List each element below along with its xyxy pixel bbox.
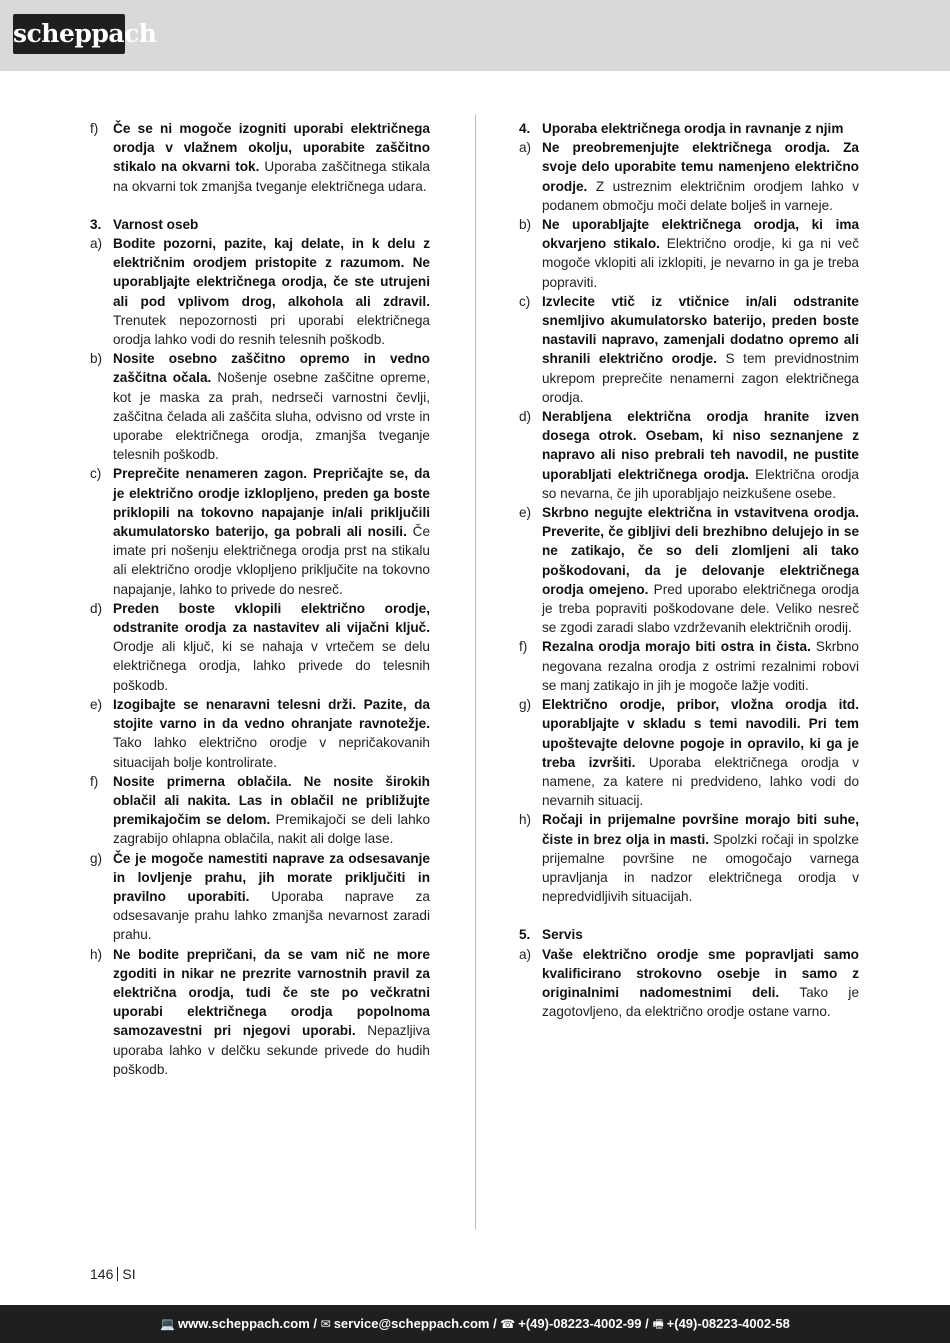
item-text: Električna orodja so nevarna, če jih uporabljajo neizkušene osebe. xyxy=(542,466,859,501)
footer-website: www.scheppach.com xyxy=(178,1316,310,1331)
item-marker: h) xyxy=(519,812,532,828)
section-3-items xyxy=(90,234,430,1079)
page-number-separator xyxy=(117,1267,118,1281)
phone-icon: ☎ xyxy=(500,1317,516,1331)
item-content xyxy=(542,695,859,810)
list-item xyxy=(519,407,859,503)
list-item xyxy=(519,695,859,810)
section-4-items xyxy=(519,138,859,906)
item-marker: c) xyxy=(519,293,531,309)
list-item xyxy=(519,945,859,1022)
item-marker: d) xyxy=(519,409,532,425)
list-item xyxy=(90,945,430,1079)
list-item xyxy=(519,503,859,637)
item-bold-text: Ročaji in prijemalne površine morajo biti suhe, čiste in brez olja in masti. xyxy=(542,812,859,847)
left-column xyxy=(90,119,430,1079)
list-item xyxy=(90,119,430,196)
item-content xyxy=(542,292,859,407)
item-text: Električno orodje, ki ga ni več mogoče vklopiti ali izklopiti, je nevarno in ga je treba popraviti. xyxy=(542,236,859,290)
section-number: 4. xyxy=(519,121,531,136)
item-bold-text: Rezalna orodja morajo biti ostra in čista. xyxy=(542,639,811,655)
item-text: Če imate pri nošenju električnega orodja prst na stikalu ali električno orodje vklopljeno priključite na tokovno napajanje, lahko to privede do nesreč. xyxy=(113,524,430,597)
item-content xyxy=(113,464,430,598)
computer-icon: 💻 xyxy=(160,1317,176,1331)
item-bold-text: Vaše električno orodje sme popravljati samo kvalificirano strokovno osebje in samo z originalnimi nadomestnimi deli. xyxy=(542,946,859,1000)
item-marker: e) xyxy=(519,505,532,521)
item-text: Spolzki ročaji in spolzke prijemalne površine ne omogočajo varnega upravljanja in nadzor električnega orodja v nepredvidljivih situacijah. xyxy=(542,831,859,905)
item-content xyxy=(113,349,430,464)
list-item xyxy=(90,695,430,772)
page-language: SI xyxy=(122,1266,136,1282)
item-content xyxy=(113,772,430,849)
section-5 xyxy=(519,925,859,1021)
footer-phone: +(49)-08223-4002-99 xyxy=(518,1316,642,1331)
item-marker: b) xyxy=(90,351,103,367)
list-item xyxy=(519,138,859,215)
item-bold-text: Ne preobremenjujte električnega orodja. Za svoje delo uporabite temu namenjeno električno orodje. xyxy=(542,140,859,194)
item-bold-text: Skrbno negujte električna in vstavitvena orodja. Preverite, če gibljivi deli brezhibno delujejo in se ne zatikajo, če so deli zlomljeni ali tako poškodovani, da je delovanje električnega orodja omejeno. xyxy=(542,505,859,597)
section-title: Varnost oseb xyxy=(113,216,199,232)
item-bold-text: Ne bodite prepričani, da se vam nič ne more zgoditi in nikar ne prezrite varnostnih pravil za električna orodja, tudi če ste po večkratni uporabi električnega orodja popolnoma samozavestni pri njegovi uporabi. xyxy=(113,946,430,1039)
item-content xyxy=(113,849,430,945)
list-item xyxy=(90,349,430,464)
section-heading xyxy=(519,119,859,138)
item-marker: f) xyxy=(90,773,99,789)
item-text: Premikajoči se deli lahko zagrabijo ohlapna oblačila, nakit ali dolge lase. xyxy=(113,812,431,847)
item-bold-text: Izvlecite vtič iz vtičnice in/ali odstranite snemljivo akumulatorsko baterijo, preden boste nastavili napravo, zamenjali dodatno opremo ali shranili električno orodje. xyxy=(542,293,859,367)
footer-email: service@scheppach.com xyxy=(333,1316,490,1331)
item-content xyxy=(113,119,430,196)
item-bold-text: Bodite pozorni, pazite, kaj delate, in k delu z električnim orodjem pristopite z razumom. Ne uporabljajte električnega orodja, če ste utrujeni ali pod vplivom drog, alkohola ali zdravil. xyxy=(113,236,430,309)
item-content xyxy=(542,138,859,215)
column-divider xyxy=(475,114,476,1230)
item-text: Tako je zagotovljeno, da električno orodje ostane varno. xyxy=(542,984,860,1020)
item-content xyxy=(542,215,859,292)
item-bold-text: Električno orodje, pribor, vložna orodja itd. uporabljajte v skladu s temi navodili. Pri tem upoštevajte delovne pogoje in opravilo, ki ga je treba izvršiti. xyxy=(542,697,859,770)
item-text: Uporaba zaščitnega stikala na okvarni tok zmanjša tveganje električnega udara. xyxy=(113,159,430,194)
item-marker: f) xyxy=(519,639,528,655)
page-footer xyxy=(0,1305,950,1343)
item-content xyxy=(113,234,430,349)
item-text: Uporaba električnega orodja v namene, za katere ni predvideno, lahko vodi do nevarnih situacij. xyxy=(542,754,860,809)
item-content xyxy=(542,810,859,906)
section-title: Uporaba električnega orodja in ravnanje z njim xyxy=(542,121,844,136)
item-content xyxy=(113,599,430,695)
right-column xyxy=(519,119,859,1021)
scheppach-logo: scheppach xyxy=(13,14,125,54)
item-text: Trenutek nepozornosti pri uporabi električnega orodja lahko vodi do resnih telesnih poškodb. xyxy=(113,312,430,348)
section-title: Servis xyxy=(542,927,583,943)
list-item xyxy=(90,772,430,849)
footer-separator: / xyxy=(309,1316,321,1331)
item-bold-text: Preden boste vklopili električno orodje, odstranite orodja za nastavitev ali vijačni ključ. xyxy=(113,600,430,636)
item-text: Orodje ali ključ, ki se nahaja v vrtečem se delu električnega orodja, lahko privede do telesnih poškodb. xyxy=(113,639,430,693)
item-marker: a) xyxy=(90,236,103,252)
item-marker: f) xyxy=(90,121,99,136)
item-marker: b) xyxy=(519,217,532,233)
item-text: Uporaba naprave za odsesavanje prahu lahko zmanjša nevarnost zaradi prahu. xyxy=(113,888,430,943)
item-content xyxy=(542,503,859,637)
email-icon: ✉ xyxy=(320,1317,331,1331)
list-item xyxy=(519,810,859,906)
page-number xyxy=(90,1265,136,1283)
item-bold-text: Nerabljena električna orodja hranite izven dosega otrok. Osebam, ki niso seznanjene z napravo ali niso prebrali teh navodil, ne pustite uporabljati električnega orodja. xyxy=(542,409,859,482)
section-heading xyxy=(90,215,430,234)
item-bold-text: Nosite primerna oblačila. Ne nosite širokih oblačil ali nakita. Las in oblačil ne približujte premikajočim se delom. xyxy=(113,773,430,828)
item-content xyxy=(542,407,859,503)
list-item xyxy=(519,637,859,695)
footer-separator: / xyxy=(489,1316,501,1331)
item-bold-text: Če je mogoče namestiti naprave za odsesavanje in lovljenje prahu, jih morate priključiti in pravilno uporabiti. xyxy=(113,850,430,904)
item-bold-text: Nosite osebno zaščitno opremo in vedno zaščitna očala. xyxy=(113,351,430,386)
item-bold-text: Izogibajte se nenaravni telesni drži. Pazite, da stojite varno in da vedno ohranjate ravnotežje. xyxy=(113,696,430,732)
list-item xyxy=(90,234,430,349)
list-item xyxy=(90,464,430,598)
item-text: Z ustreznim električnim orodjem lahko v podanem območju moči delate bolješ in varneje. xyxy=(542,178,859,213)
section-5-items xyxy=(519,945,859,1022)
fax-icon: 🖷 xyxy=(652,1317,664,1331)
item-marker: g) xyxy=(519,697,532,713)
item-content xyxy=(542,637,859,695)
footer-separator: / xyxy=(641,1316,653,1331)
item-bold-text: Preprečite nenameren zagon. Prepričajte se, da je električno orodje izklopljeno, preden ga boste priklopili na tokovno napajanje in/ali priključili akumulatorsko baterijo, ga pobrali ali nosili. xyxy=(113,466,430,540)
item-bold-text: Ne uporabljajte električnega orodja, ki ima okvarjeno stikalo. xyxy=(542,217,859,252)
section-3 xyxy=(90,215,430,1079)
item-content xyxy=(113,695,430,772)
item-marker: c) xyxy=(90,466,102,482)
page-header xyxy=(0,0,950,71)
item-marker: h) xyxy=(90,946,103,962)
item-text: Skrbno negovana rezalna orodja z ostrimi rezalnimi robovi se manj zatikajo in jih je mogoče lažje voditi. xyxy=(542,639,859,693)
list-item xyxy=(519,292,859,407)
item-marker: e) xyxy=(90,696,103,712)
page-number-value: 146 xyxy=(90,1266,114,1282)
item-marker: d) xyxy=(90,600,103,616)
item-text: S tem previdnostnim ukrepom preprečite nenamerni zagon električnega orodja. xyxy=(542,351,860,405)
item-text: Tako lahko električno orodje v nepričakovanih situacijah bolje kontrolirate. xyxy=(113,735,430,770)
list-item xyxy=(519,215,859,292)
item-marker: a) xyxy=(519,140,532,156)
section-number: 3. xyxy=(90,216,102,232)
item-bold-text: Če se ni mogoče izogniti uporabi električnega orodja v vlažnem okolju, uporabite zaščitno stikalo na okvarni tok. xyxy=(113,121,430,175)
item-text: Nošenje osebne zaščitne opreme, kot je maska za prah, nedrseči varnostni čevlji, zaščitna čelada ali zaščita sluha, odvisno od vrste in uporabe električnega orodja, zmanjša tveganje telesnih poškodb. xyxy=(113,370,430,463)
footer-fax: +(49)-08223-4002-58 xyxy=(666,1316,790,1331)
section-4 xyxy=(519,119,859,906)
item-content xyxy=(542,945,859,1022)
list-item xyxy=(90,599,430,695)
item-text: Nepazljiva uporaba lahko v delčku sekunde privede do hudih poškodb. xyxy=(113,1023,430,1077)
item-content xyxy=(113,945,430,1079)
item-marker: g) xyxy=(90,850,103,866)
item-text: Pred uporabo električnega orodja je treba popraviti poškodovane dele. Veliko nesreč se zgodi zaradi slabo vzdrževanih električnih orodij. xyxy=(542,581,859,636)
section-number: 5. xyxy=(519,927,531,943)
item-marker: a) xyxy=(519,946,532,962)
section-heading xyxy=(519,925,859,944)
list-item xyxy=(90,849,430,945)
